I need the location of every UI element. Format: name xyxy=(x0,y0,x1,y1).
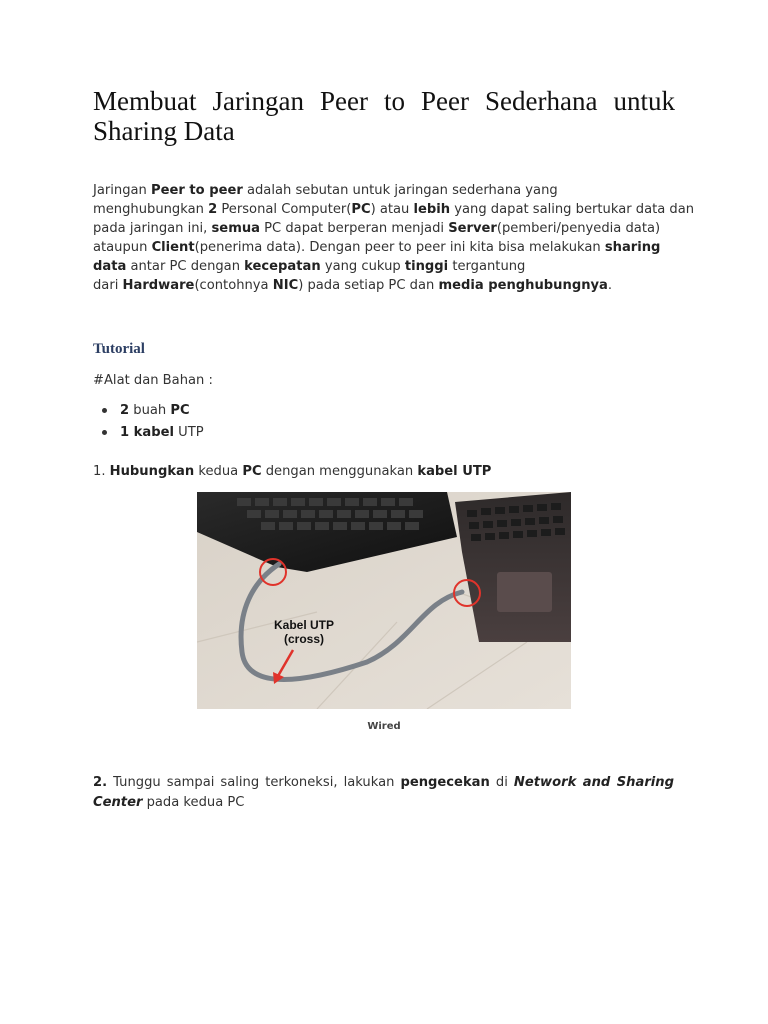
step-number: 1. xyxy=(93,464,110,479)
bold-text: data xyxy=(93,259,127,274)
bold-text: kecepatan xyxy=(244,259,321,274)
text: (contohnya xyxy=(194,278,273,293)
intro-line xyxy=(93,219,683,238)
step-2-line-1 xyxy=(93,773,674,793)
text: Jaringan xyxy=(93,183,152,198)
bold-text: Server xyxy=(448,221,497,236)
intro-paragraph xyxy=(93,181,695,295)
bold-text: Peer to peer xyxy=(151,183,243,198)
bold-text: NIC xyxy=(272,278,299,293)
text: pada kedua PC xyxy=(142,795,245,810)
bold-text: PC xyxy=(170,403,190,418)
bold-text: lebih xyxy=(413,202,451,217)
text: PC dapat berperan menjadi xyxy=(260,221,449,236)
title-line-1: Membuat Jaringan Peer to Peer Sederhana untuk xyxy=(93,86,675,116)
text: yang cukup xyxy=(320,259,405,274)
bold-text: PC xyxy=(242,464,262,479)
bold-text: semua xyxy=(211,221,260,236)
text: ) atau xyxy=(370,202,414,217)
bold-text: Client xyxy=(151,240,195,255)
bold-text: Hardware xyxy=(122,278,195,293)
bold-text: Hubungkan xyxy=(109,464,195,479)
materials-list xyxy=(93,401,204,445)
text: dengan menggunakan xyxy=(261,464,418,479)
step-number: 2. xyxy=(93,775,108,790)
bullet-icon xyxy=(102,430,107,435)
text: Tunggu sampai saling terkoneksi, lakukan xyxy=(107,775,401,790)
bold-text: PC xyxy=(351,202,371,217)
text: . xyxy=(607,278,613,293)
list-item xyxy=(93,401,204,423)
text: yang dapat saling bertukar data dan xyxy=(450,202,695,217)
bullet-icon xyxy=(102,408,107,413)
bold-text: kabel UTP xyxy=(417,464,492,479)
cable-label-line-2: (cross) xyxy=(283,632,325,646)
text: kedua xyxy=(194,464,243,479)
text: ataupun xyxy=(93,240,152,255)
bold-italic-text: Center xyxy=(93,795,143,810)
bold-italic-text: Network and Sharing xyxy=(513,775,674,790)
title-line-2: Sharing Data xyxy=(93,116,235,146)
text: menghubungkan xyxy=(93,202,209,217)
text: buah xyxy=(129,403,171,418)
step-2-line-2 xyxy=(93,793,674,813)
list-item xyxy=(93,423,204,445)
text: dari xyxy=(93,278,123,293)
text: tergantung xyxy=(448,259,526,274)
tutorial-heading: Tutorial xyxy=(93,341,145,357)
intro-line xyxy=(93,257,683,276)
intro-line xyxy=(93,276,683,295)
cable-label-line-1: Kabel UTP xyxy=(273,618,335,632)
step-1 xyxy=(93,464,491,479)
text: Personal Computer( xyxy=(217,202,352,217)
bold-text: sharing xyxy=(604,240,661,255)
bold-text: media penghubungnya xyxy=(438,278,608,293)
bold-text: 2 xyxy=(208,202,218,217)
utp-cable-photo xyxy=(197,492,571,709)
materials-label: #Alat dan Bahan : xyxy=(93,373,213,388)
bold-text: tinggi xyxy=(404,259,449,274)
text: ) pada setiap PC dan xyxy=(298,278,439,293)
text: (penerima data). Dengan peer to peer ini kita bisa melakukan xyxy=(194,240,605,255)
intro-line xyxy=(93,200,695,219)
bold-text: 2 xyxy=(120,403,130,418)
bold-text: 1 kabel xyxy=(120,425,174,440)
text: adalah sebutan untuk jaringan sederhana yang xyxy=(242,183,558,198)
text: di xyxy=(489,775,514,790)
text: (pemberi/penyedia data) xyxy=(496,221,661,236)
text: UTP xyxy=(173,425,204,440)
text: antar PC dengan xyxy=(126,259,245,274)
bold-text: pengecekan xyxy=(400,775,490,790)
article-title xyxy=(93,86,675,146)
intro-line xyxy=(93,181,683,200)
touchpad xyxy=(497,572,552,612)
text: pada jaringan ini, xyxy=(93,221,212,236)
intro-line xyxy=(93,238,683,257)
step-2 xyxy=(93,773,674,813)
figure-caption: Wired xyxy=(367,721,401,732)
